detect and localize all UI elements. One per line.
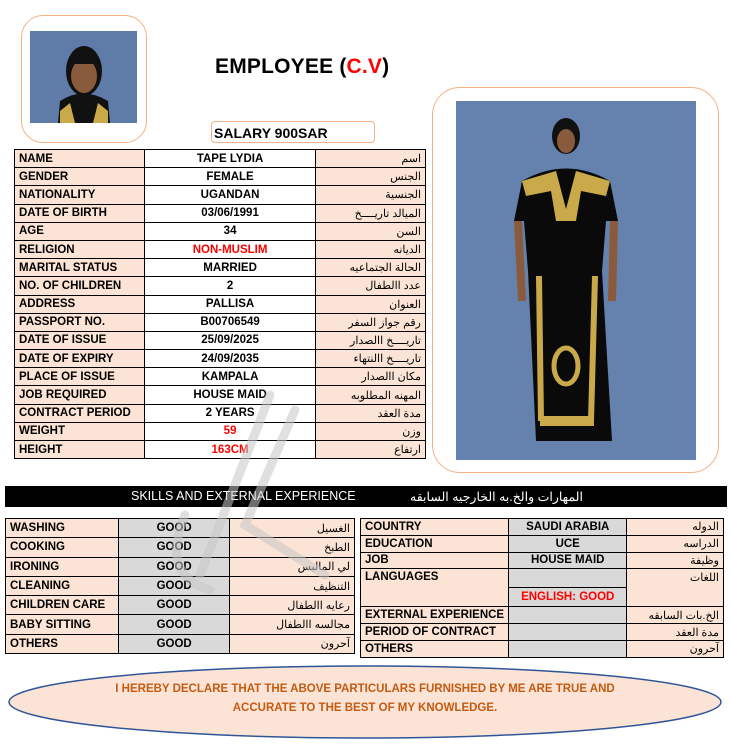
exp-arabic-label: الخ.بات السابقه bbox=[627, 607, 724, 624]
table-row bbox=[6, 519, 355, 538]
table-row bbox=[15, 240, 426, 258]
skill-arabic-label: التنظيف bbox=[230, 576, 355, 595]
table-row bbox=[15, 422, 426, 440]
table-row bbox=[15, 222, 426, 240]
exp-arabic-label: اللغات bbox=[627, 569, 724, 607]
row-label: HEIGHT bbox=[15, 441, 145, 459]
table-row bbox=[15, 331, 426, 349]
exp-label: EDUCATION bbox=[361, 535, 509, 552]
table-row bbox=[15, 350, 426, 368]
table-row bbox=[6, 557, 355, 576]
row-label: DATE OF BIRTH bbox=[15, 204, 145, 222]
title-prefix: EMPLOYEE ( bbox=[215, 55, 347, 78]
row-arabic-label: السن bbox=[316, 222, 426, 240]
skill-value: GOOD bbox=[118, 519, 229, 538]
exp-value bbox=[509, 569, 627, 588]
exp-arabic-label: مدة العقد bbox=[627, 624, 724, 641]
exp-arabic-label: الدوله bbox=[627, 519, 724, 536]
table-row bbox=[361, 569, 724, 588]
portrait-photo bbox=[30, 31, 137, 123]
skill-label: CHILDREN CARE bbox=[6, 596, 119, 615]
table-row bbox=[15, 386, 426, 404]
row-label: PLACE OF ISSUE bbox=[15, 368, 145, 386]
row-arabic-label: الجنس bbox=[316, 168, 426, 186]
skill-arabic-label: الطبخ bbox=[230, 538, 355, 557]
table-row bbox=[361, 535, 724, 552]
table-row bbox=[15, 168, 426, 186]
table-row bbox=[6, 538, 355, 557]
table-row bbox=[15, 204, 426, 222]
skill-value: GOOD bbox=[118, 634, 229, 653]
row-value: PALLISA bbox=[144, 295, 315, 313]
row-label: NAME bbox=[15, 150, 145, 168]
table-row bbox=[361, 640, 724, 657]
row-arabic-label: تاريــــخ االصدار bbox=[316, 331, 426, 349]
row-arabic-label: العنوان bbox=[316, 295, 426, 313]
row-label: NO. OF CHILDREN bbox=[15, 277, 145, 295]
row-arabic-label: اسم bbox=[316, 150, 426, 168]
exp-label: JOB bbox=[361, 552, 509, 569]
exp-value: HOUSE MAID bbox=[509, 552, 627, 569]
exp-value bbox=[509, 624, 627, 641]
skill-label: IRONING bbox=[6, 557, 119, 576]
table-row bbox=[15, 368, 426, 386]
row-value: HOUSE MAID bbox=[144, 386, 315, 404]
skills-header-arabic: المهارات والخ.به الخارجيه السابقه bbox=[410, 490, 583, 504]
row-value: 24/09/2035 bbox=[144, 350, 315, 368]
skill-label: CLEANING bbox=[6, 576, 119, 595]
row-arabic-label: الديانه bbox=[316, 240, 426, 258]
row-arabic-label: مدة العقد bbox=[316, 404, 426, 422]
exp-label: COUNTRY bbox=[361, 519, 509, 536]
row-label: JOB REQUIRED bbox=[15, 386, 145, 404]
table-row bbox=[6, 634, 355, 653]
exp-label: PERIOD OF CONTRACT bbox=[361, 624, 509, 641]
row-label: DATE OF EXPIRY bbox=[15, 350, 145, 368]
exp-arabic-label: وظيفة bbox=[627, 552, 724, 569]
row-label: RELIGION bbox=[15, 240, 145, 258]
row-value: FEMALE bbox=[144, 168, 315, 186]
row-value: 59 bbox=[144, 422, 315, 440]
skills-table bbox=[5, 518, 355, 654]
row-arabic-label: المهنه المطلوبه bbox=[316, 386, 426, 404]
row-value: UGANDAN bbox=[144, 186, 315, 204]
row-arabic-label: مكان االصدار bbox=[316, 368, 426, 386]
row-value: NON-MUSLIM bbox=[144, 240, 315, 258]
table-row bbox=[15, 313, 426, 331]
row-label: ADDRESS bbox=[15, 295, 145, 313]
title-suffix: ) bbox=[382, 55, 390, 78]
table-row bbox=[15, 186, 426, 204]
table-row bbox=[361, 624, 724, 641]
row-arabic-label: رقم جواز السفر bbox=[316, 313, 426, 331]
table-row bbox=[15, 259, 426, 277]
row-arabic-label: الجنسية bbox=[316, 186, 426, 204]
exp-value bbox=[509, 607, 627, 624]
page-title bbox=[215, 55, 389, 79]
row-label: DATE OF ISSUE bbox=[15, 331, 145, 349]
skill-label: WASHING bbox=[6, 519, 119, 538]
skill-label: BABY SITTING bbox=[6, 615, 119, 634]
table-row bbox=[6, 596, 355, 615]
row-value: MARRIED bbox=[144, 259, 315, 277]
table-row bbox=[361, 607, 724, 624]
exp-label: EXTERNAL EXPERIENCE bbox=[361, 607, 509, 624]
exp-arabic-label: الدراسه bbox=[627, 535, 724, 552]
table-row bbox=[6, 576, 355, 595]
skill-arabic-label: الغسيل bbox=[230, 519, 355, 538]
row-label: WEIGHT bbox=[15, 422, 145, 440]
row-label: AGE bbox=[15, 222, 145, 240]
skill-value: GOOD bbox=[118, 596, 229, 615]
table-row bbox=[15, 277, 426, 295]
row-arabic-label: عدد االطفال bbox=[316, 277, 426, 295]
row-arabic-label: تاريــــخ االنتهاء bbox=[316, 350, 426, 368]
row-label: CONTRACT PERIOD bbox=[15, 404, 145, 422]
exp-value bbox=[509, 640, 627, 657]
exp-label: LANGUAGES bbox=[361, 569, 509, 607]
table-row bbox=[15, 150, 426, 168]
row-value: KAMPALA bbox=[144, 368, 315, 386]
row-value: B00706549 bbox=[144, 313, 315, 331]
row-value: 03/06/1991 bbox=[144, 204, 315, 222]
skill-arabic-label: مجالسه االطفال bbox=[230, 615, 355, 634]
skills-section-header bbox=[5, 486, 727, 507]
personal-info-table bbox=[14, 149, 426, 459]
declaration-banner bbox=[5, 663, 725, 741]
skills-header-english: SKILLS AND EXTERNAL EXPERIENCE bbox=[131, 489, 356, 503]
exp-value: ENGLISH: GOOD bbox=[509, 588, 627, 607]
declaration-text bbox=[5, 680, 725, 718]
experience-table bbox=[360, 518, 724, 658]
row-arabic-label: الحالة الجتماعيه bbox=[316, 259, 426, 277]
row-value: 163CM bbox=[144, 441, 315, 459]
exp-label: OTHERS bbox=[361, 640, 509, 657]
salary-box: SALARY 900SAR bbox=[211, 121, 375, 143]
skill-arabic-label: لي المالبس bbox=[230, 557, 355, 576]
table-row bbox=[15, 295, 426, 313]
exp-arabic-label: آحرون bbox=[627, 640, 724, 657]
row-arabic-label: ارتفاع bbox=[316, 441, 426, 459]
skill-label: OTHERS bbox=[6, 634, 119, 653]
exp-value: UCE bbox=[509, 535, 627, 552]
skill-value: GOOD bbox=[118, 615, 229, 634]
skill-value: GOOD bbox=[118, 557, 229, 576]
skill-arabic-label: آحرون bbox=[230, 634, 355, 653]
row-arabic-label: الميالد تاريــــخ bbox=[316, 204, 426, 222]
table-row bbox=[15, 441, 426, 459]
full-body-photo bbox=[456, 101, 696, 460]
skill-value: GOOD bbox=[118, 576, 229, 595]
skill-value: GOOD bbox=[118, 538, 229, 557]
title-highlight: C.V bbox=[346, 55, 383, 78]
table-row bbox=[15, 404, 426, 422]
table-row bbox=[361, 552, 724, 569]
row-label: GENDER bbox=[15, 168, 145, 186]
row-value: 25/09/2025 bbox=[144, 331, 315, 349]
row-value: TAPE LYDIA bbox=[144, 150, 315, 168]
row-label: MARITAL STATUS bbox=[15, 259, 145, 277]
row-value: 2 YEARS bbox=[144, 404, 315, 422]
row-arabic-label: وزن bbox=[316, 422, 426, 440]
table-row bbox=[6, 615, 355, 634]
row-value: 2 bbox=[144, 277, 315, 295]
declaration-line-2: ACCURATE TO THE BEST OF MY KNOWLEDGE. bbox=[232, 702, 498, 714]
declaration-line-1: I HEREBY DECLARE THAT THE ABOVE PARTICULARS FURNISHED BY ME ARE TRUE AND bbox=[115, 683, 615, 695]
row-value: 34 bbox=[144, 222, 315, 240]
skill-label: COOKING bbox=[6, 538, 119, 557]
row-label: NATIONALITY bbox=[15, 186, 145, 204]
table-row bbox=[361, 519, 724, 536]
skill-arabic-label: رعايه االطفال bbox=[230, 596, 355, 615]
exp-value: SAUDI ARABIA bbox=[509, 519, 627, 536]
row-label: PASSPORT NO. bbox=[15, 313, 145, 331]
